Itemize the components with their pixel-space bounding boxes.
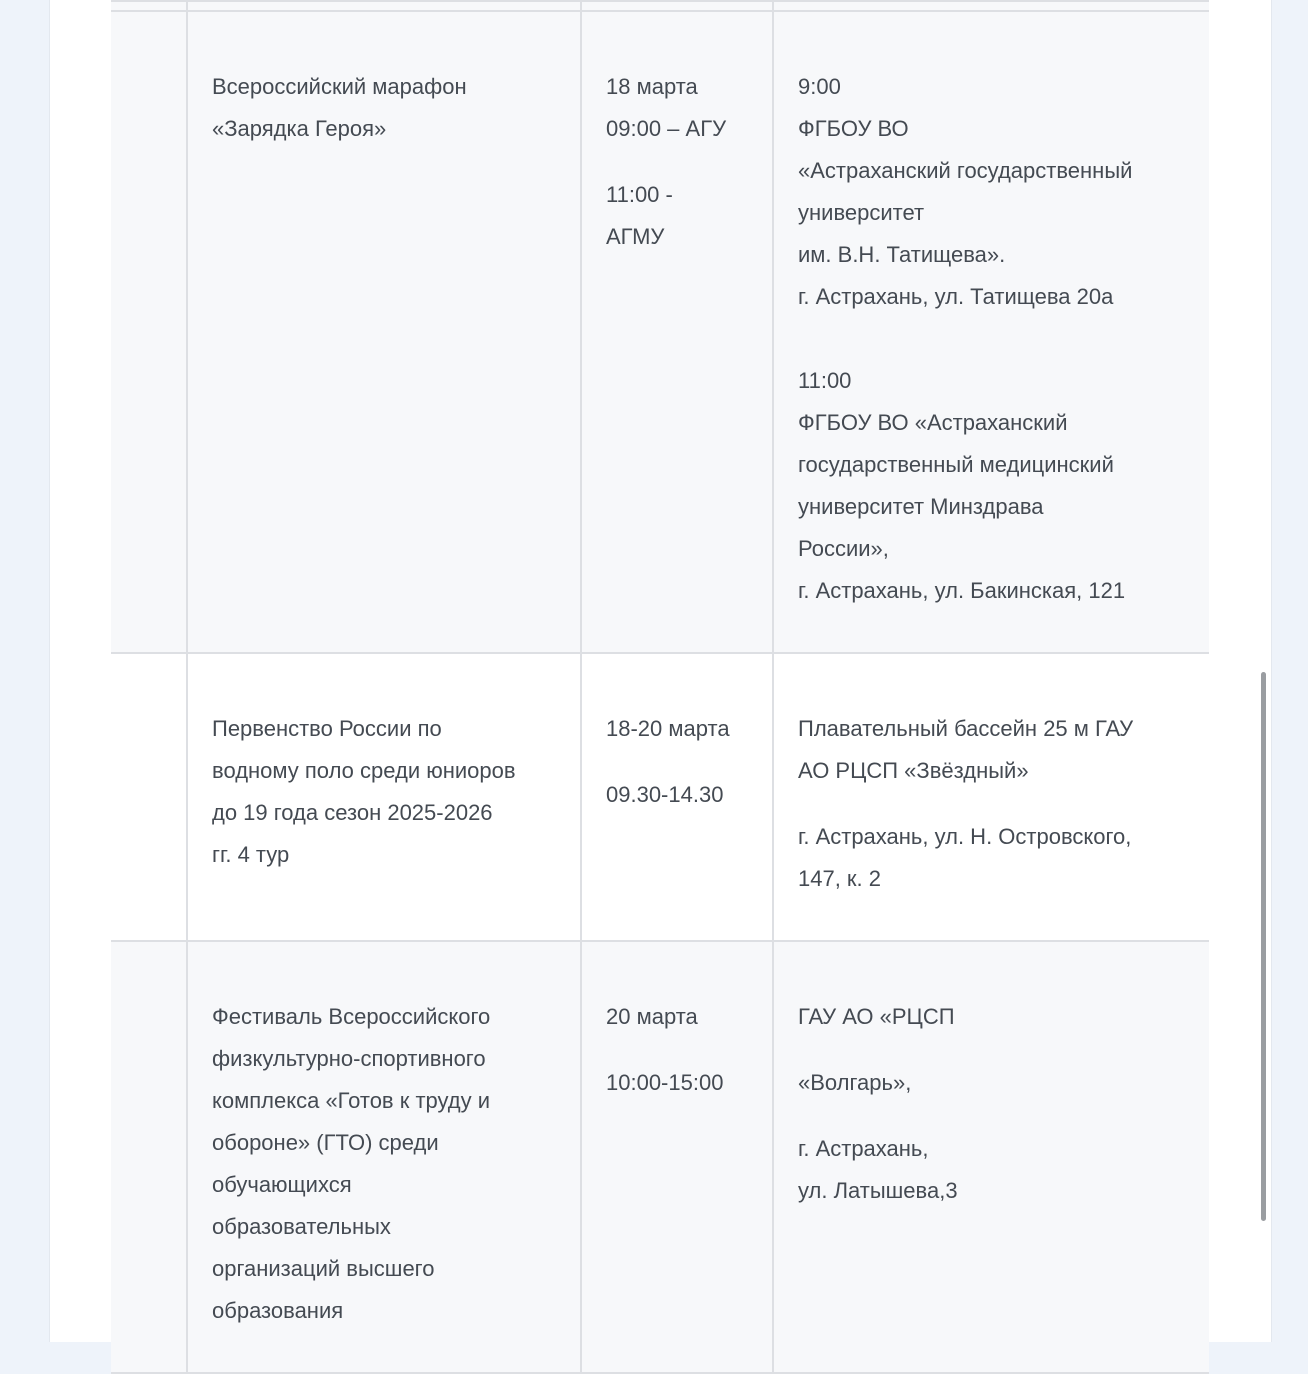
row-number-cell — [111, 941, 187, 1373]
scrollbar-thumb[interactable] — [1261, 672, 1266, 1221]
event-cell: Фестиваль Всероссийского физкультурно-спортивного комплекса «Готов к труду и обороне» (ГТО) среди обучающихся образовательных организаций высшего образования — [187, 941, 581, 1373]
table-row — [111, 941, 1209, 1373]
row-number-cell — [111, 653, 187, 941]
date-cell: 18-20 марта 09.30-14.30 — [581, 653, 773, 941]
event-title: Всероссийский марафон «Зарядка Героя» — [212, 74, 467, 141]
events-table — [111, 0, 1209, 1374]
date-cell: 18 марта 09:00 – АГУ 11:00 - АГМУ — [581, 11, 773, 653]
event-cell — [187, 11, 581, 653]
date-cell: 20 марта 10:00-15:00 — [581, 941, 773, 1373]
table-row — [111, 11, 1209, 653]
venue-cell: Плавательный бассейн 25 м ГАУ АО РЦСП «Звёздный» г. Астрахань, ул. Н. Островского, 147, к. 2 — [773, 653, 1209, 941]
table-row — [111, 653, 1209, 941]
venue-cell: 9:00 ФГБОУ ВО «Астраханский государственный университет им. В.Н. Татищева». г. Астрахань, ул. Татищева 20а 11:00 ФГБОУ ВО «Астраханский государственный медицинский университет Минздрава России», г. Астрахань, ул. Бакинская, 121 — [773, 11, 1209, 653]
table-row-top — [111, 1, 1209, 11]
venue-cell: ГАУ АО «РЦСП «Волгарь», г. Астрахань, ул. Латышева,3 — [773, 941, 1209, 1373]
event-cell: Первенство России по водному поло среди юниоров до 19 года сезон 2025-2026 гг. 4 тур — [187, 653, 581, 941]
page-content — [49, 0, 1272, 1342]
row-number-cell — [111, 11, 187, 653]
